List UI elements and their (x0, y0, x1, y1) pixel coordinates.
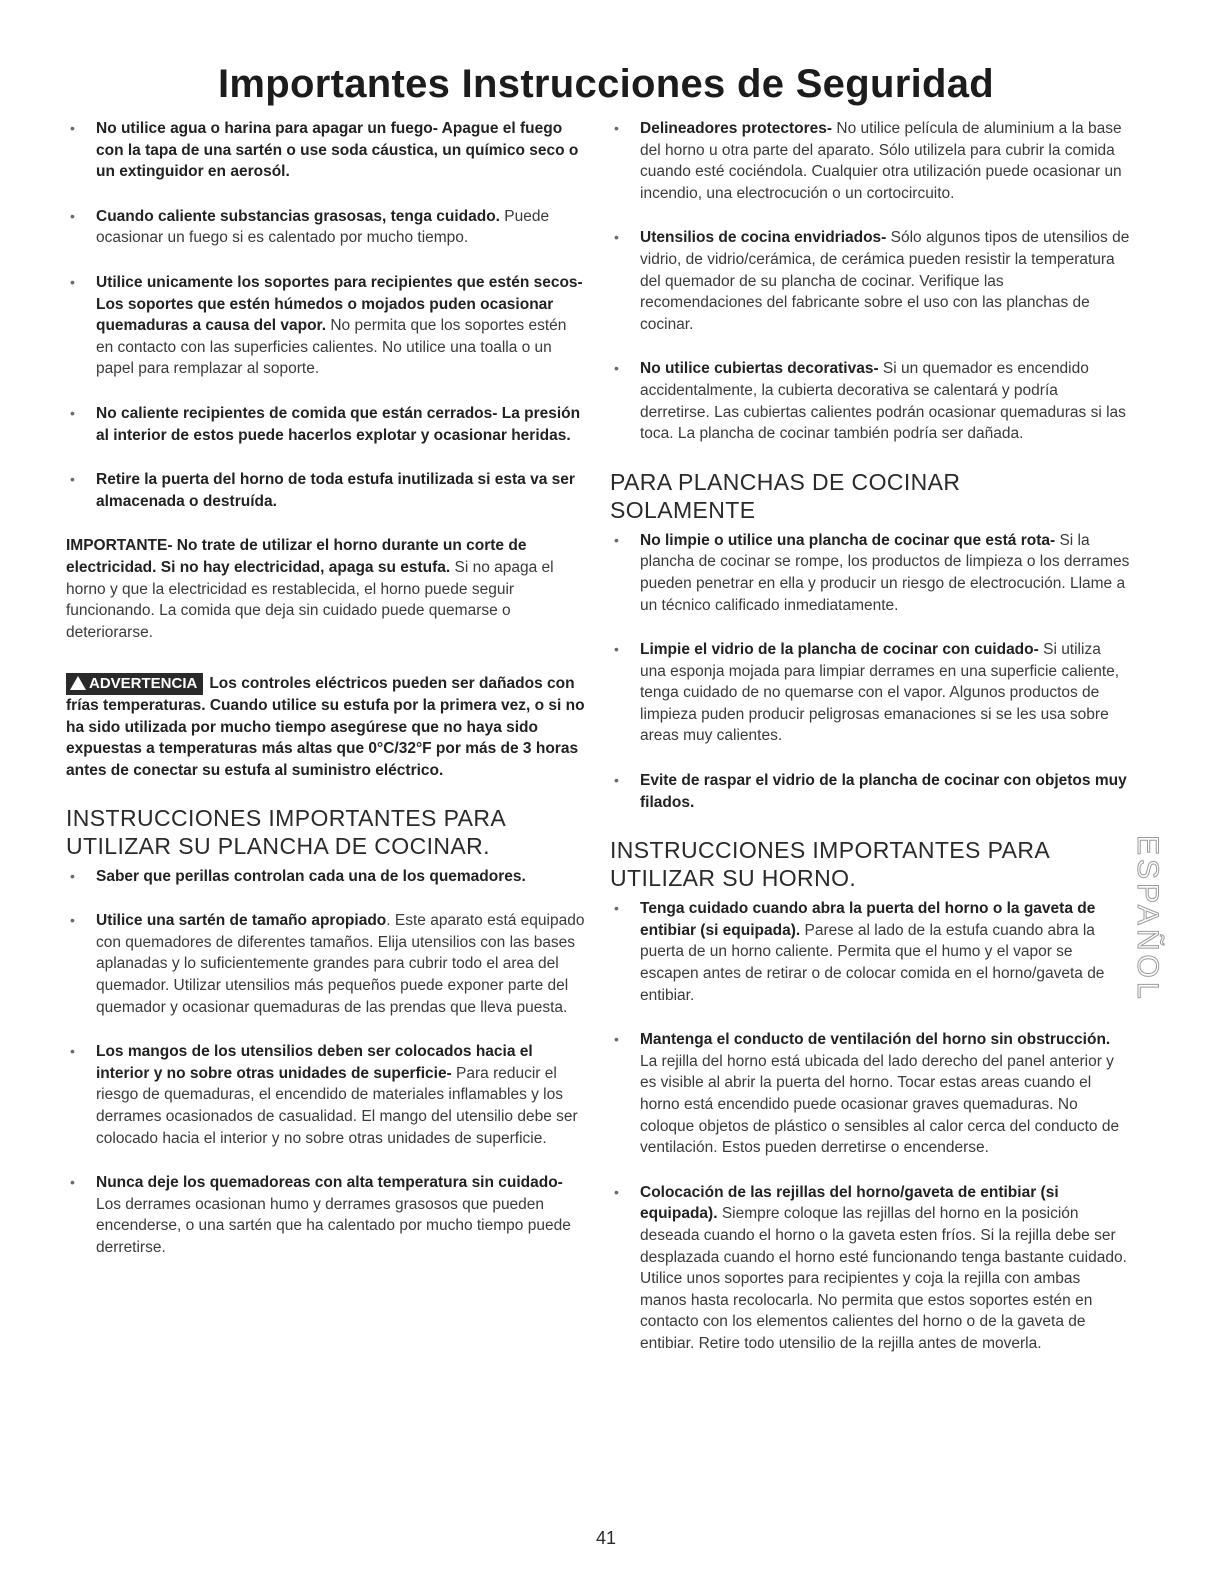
section-heading-cooktop-only (610, 468, 1130, 524)
bullet-icon: • (614, 120, 619, 136)
bullet-icon: • (70, 273, 75, 290)
list-item (66, 1172, 586, 1258)
item-text: Si la plancha de cocinar se rompe, los productos de limpieza o los derrames pueden penetrar en ella y producir un riesgo de electrocución. Llame a un técnico calificado inmediatamente. (640, 531, 1130, 614)
list-item (610, 227, 1130, 335)
warning-text: Los controles eléctricos pueden ser dañados con frías temperaturas. Cuando utilice su estufa por la primera vez, o si no ha sido utilizada por mucho tiempo asegúrese que no haya sido expuestas a temperaturas más altas que 0°C/32°F por más de 3 horas antes de conectar su estufa al suministro eléctrico. (66, 675, 585, 780)
side-label-text: ESPAÑOL (1131, 835, 1164, 1003)
item-bold-text: Colocación de las rejillas del horno/gaveta de entibiar (si equipada). (640, 1183, 1059, 1223)
page-title: Importantes Instrucciones de Seguridad (217, 62, 994, 106)
bullet-icon: • (70, 404, 75, 421)
bullet-icon: • (614, 1031, 619, 1048)
list-item (66, 469, 586, 512)
heading-line: INSTRUCCIONES IMPORTANTES PARA (66, 804, 507, 831)
list-item (66, 272, 586, 380)
bullet-icon: • (70, 1043, 75, 1060)
item-bold-text: Utilice una sartén de tamaño apropiado (96, 912, 387, 930)
item-text: No permita que los soportes estén en contacto con las superficies calientes. No utilice una toalla o un papel para remplazar al soporte. (96, 317, 567, 378)
item-bold-text: Los mangos de los utensilios deben ser colocados hacia el interior y no sobre otras unidades de superficie- (96, 1043, 533, 1082)
list-item (66, 403, 586, 446)
warning-label: ADVERTENCIA (89, 675, 198, 693)
bullet-icon: • (614, 229, 619, 246)
bullet-icon: • (70, 471, 75, 488)
bullet-icon: • (614, 1183, 619, 1200)
heading-line: UTILIZAR SU HORNO. (610, 865, 857, 892)
bullet-icon: • (70, 120, 75, 136)
item-bold-text: No caliente recipientes de comida que están cerrados- La presión al interior de estos puede hacerlos explotar y ocasionar heridas. (96, 404, 581, 444)
item-bold-text: Retire la puerta del horno de toda estufa inutilizada si esta va ser almacenada o destruída. (96, 471, 575, 510)
item-text: Siempre coloque las rejillas del horno en la posición deseada cuando el horno o la gaveta esten fríos. Si la rejilla debe ser desplazada cuando el horno esté funcionando tenga bastante cuidado. Utilice unos soportes para recipientes y coja la rejilla con ambas manos hasta recolocarla. No permita que estos soportes estén en contacto con los elementos calientes del horno o de la gaveta de entibiar. Retire todo utensilio de la rejilla antes de moverla. (640, 1205, 1127, 1352)
list-item (610, 358, 1130, 444)
important-paragraph (66, 535, 586, 643)
item-bold-text: No utilice agua o harina para apagar un fuego- Apague el fuego con la tapa de una sartén o use soda cáustica, un químico seco o un extinguidor en aerosól. (96, 120, 579, 181)
item-bold-text: Mantenga el conducto de ventilación del horno sin obstrucción. (640, 1031, 1111, 1049)
heading-line: INSTRUCCIONES IMPORTANTES PARA (610, 837, 1051, 864)
bullet-icon: • (614, 360, 619, 377)
list-item (610, 1182, 1130, 1355)
bullet-icon: • (70, 912, 75, 929)
list-item (66, 866, 586, 888)
item-bold-text: Utensilios de cocina envidriados- (640, 229, 887, 247)
bullet-icon: • (70, 207, 75, 224)
bullet-icon: • (614, 641, 619, 658)
item-bold-text: Delineadores protectores- (640, 120, 833, 137)
section-heading-oven (610, 836, 1130, 892)
bullet-icon: • (614, 900, 619, 917)
bullet-icon: • (70, 1174, 75, 1191)
item-bold-text: Cuando caliente substancias grasosas, tenga cuidado. (96, 207, 500, 225)
page-number: 41 (595, 1528, 617, 1548)
item-bold-text: Utilice unicamente los soportes para recipientes que estén secos- Los soportes que estén húmedos o mojados puden ocasionar quemaduras a causa del vapor. (96, 273, 583, 335)
warning-triangle-icon (70, 676, 86, 690)
list-item (610, 898, 1130, 1006)
item-bold-text: Evite de raspar el vidrio de la plancha de cocinar con objetos muy filados. (640, 772, 1127, 811)
item-text: Para reducir el riesgo de quemaduras, el encendido de materiales inflamables y los derrames ocasionados de casualidad. El mango del utensilio debe ser colocado hacia el interior y no sobre otras unidades de superficie. (96, 1064, 578, 1147)
list-item (610, 770, 1130, 813)
heading-line: PARA PLANCHAS DE COCINAR (610, 468, 961, 495)
item-bold-text: No utilice cubiertas decorativas- (640, 360, 879, 378)
warning-badge (66, 673, 203, 695)
item-text: Si utiliza una esponja mojada para limpiar derrames en una superficie caliente, tenga cuidado de no quemarse con el vapor. Algunos productos de limpieza puden producir peligrosas emanaciones si se les usa sobre areas muy calientes. (640, 641, 1120, 745)
bullet-icon: • (614, 772, 619, 789)
item-bold-text: Nunca deje los quemadoreas con alta temperatura sin cuidado- (96, 1174, 563, 1192)
right-column (610, 118, 1130, 1378)
item-text: . Este aparato está equipado con quemadores de diferentes tamaños. Elija utensilios con las bases aplanadas y lo suficientemente grandes para cubrir todo el area del quemador. Utilizar utensilios más pequeños puede exponer parte del quemador y ocasionar quemaduras de las prendas que lleva puesta. (96, 912, 585, 1016)
item-bold-text: Saber que perillas controlan cada una de los quemadores. (96, 867, 526, 885)
item-bold-text: Tenga cuidado cuando abra la puerta del horno o la gaveta de entibiar (si equipada). (640, 900, 1096, 939)
list-item (66, 118, 586, 183)
list-item (66, 1041, 586, 1149)
item-text: Los derrames ocasionan humo y derrames grasosos que pueden encenderse, o una sartén que ha calentado por mucho tiempo puede derretirse. (96, 1195, 571, 1256)
bullet-icon: • (614, 531, 619, 548)
item-text: Sólo algunos tipos de utensilios de vidrio, de vidrio/cerámica, de cerámica pueden resistir la temperatura del quemador de su plancha de cocinar. Verifique las recomendaciones del fabricante sobre el uso con las planchas de cocinar. (640, 229, 1130, 333)
item-text: No utilice película de aluminium a la base del horno u otra parte del aparato. Sólo utilizela para cubrir la comida cuando esté cociéndola. Cualquier otra utilización puede ocasionar un incendio, una electrocución o un cortocircuito. (640, 120, 1122, 202)
heading-line: SOLAMENTE (610, 496, 756, 523)
side-language-label (1131, 835, 1172, 1003)
important-bold-text: IMPORTANTE- No trate de utilizar el horno durante un corte de electricidad. Si no hay electricidad, apaga su estufa. (66, 537, 527, 576)
list-item (610, 530, 1130, 616)
item-text: La rejilla del horno está ubicada del lado derecho del panel anterior y es visible al abrir la puerta del horno. Tocar estas areas cuando el horno está encendido puede ocasionar graves quemaduras. No coloque objetos de plástico o sensibles al calor cerca del conducto de ventilación. Estos pueden derretirse o encenderse. (640, 1052, 1120, 1157)
left-column (66, 118, 586, 1282)
list-item (66, 206, 586, 249)
list-item (610, 639, 1130, 747)
list-item (610, 118, 1130, 204)
bullet-icon: • (70, 867, 75, 884)
item-bold-text: No limpie o utilice una plancha de cocinar que está rota- (640, 531, 1056, 549)
item-text: Puede ocasionar un fuego si es calentado por mucho tiempo. (96, 207, 550, 247)
item-text: Parese al lado de la estufa cuando abra la puerta de un horno caliente. Permita que el humo y el vapor se escapen antes de retirar o de colocar comida en el horno/gaveta de entibiar. (640, 921, 1105, 1004)
heading-line: UTILIZAR SU PLANCHA DE COCINAR. (66, 832, 490, 859)
section-heading-cooktop (66, 804, 586, 860)
list-item (66, 910, 586, 1018)
list-item (610, 1029, 1130, 1159)
item-text: Si un quemador es encendido accidentalmente, la cubierta decorativa se calentará y podría derretirse. Las cubiertas calientes podrán ocasionar quemaduras si las toca. La plancha de cocinar también podría ser dañada. (640, 360, 1126, 443)
item-bold-text: Limpie el vidrio de la plancha de cocinar con cuidado- (640, 641, 1039, 659)
important-text: Si no apaga el horno y que la electricidad es restablecida, el horno puede seguir funcionando. La comida que deja sin cuidado puede quemarse o deteriorarse. (66, 558, 554, 641)
warning-paragraph (66, 673, 586, 781)
